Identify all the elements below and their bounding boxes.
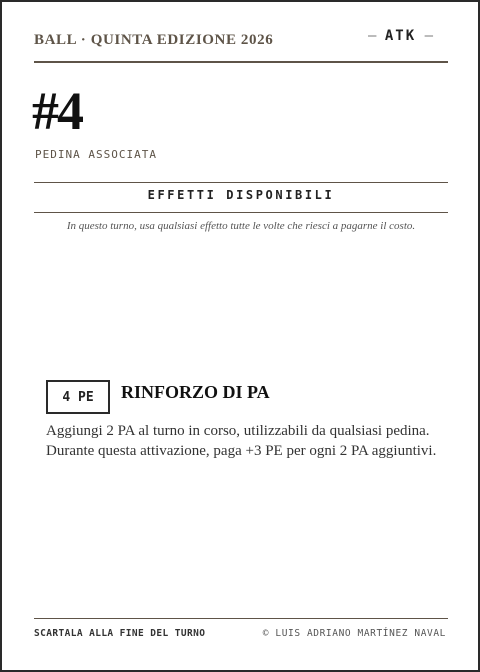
card-type-tag	[368, 28, 433, 44]
footer-divider	[34, 618, 448, 619]
card-number: #4	[32, 81, 82, 141]
section-divider-bottom	[34, 212, 448, 213]
discard-note: SCARTALA ALLA FINE DEL TURNO	[34, 628, 206, 639]
tag-dash-left: —	[368, 28, 385, 44]
effect-description: Aggiungi 2 PA al turno in corso, utilizzabili da qualsiasi pedina. Durante questa attivazione, paga +3 PE per ogni 2 PA aggiuntivi.	[46, 423, 437, 459]
header-divider	[34, 61, 448, 63]
section-divider-top	[34, 182, 448, 183]
section-title: EFFETTI DISPONIBILI	[147, 188, 335, 202]
effect-title: RINFORZO DI PA	[121, 382, 270, 402]
edition-title: BALL · QUINTA EDIZIONE 2026	[34, 32, 274, 48]
tag-dash-right: —	[416, 28, 434, 44]
card-subtitle: PEDINA ASSOCIATA	[35, 148, 157, 161]
effect-cost-badge: 4 PE	[46, 380, 110, 414]
copyright: © LUIS ADRIANO MARTÍNEZ NAVAL	[262, 628, 446, 639]
card-type-label: ATK	[384, 28, 417, 44]
section-note: In questo turno, usa qualsiasi effetto tutte le volte che riesci a pagarne il costo.	[66, 220, 416, 232]
